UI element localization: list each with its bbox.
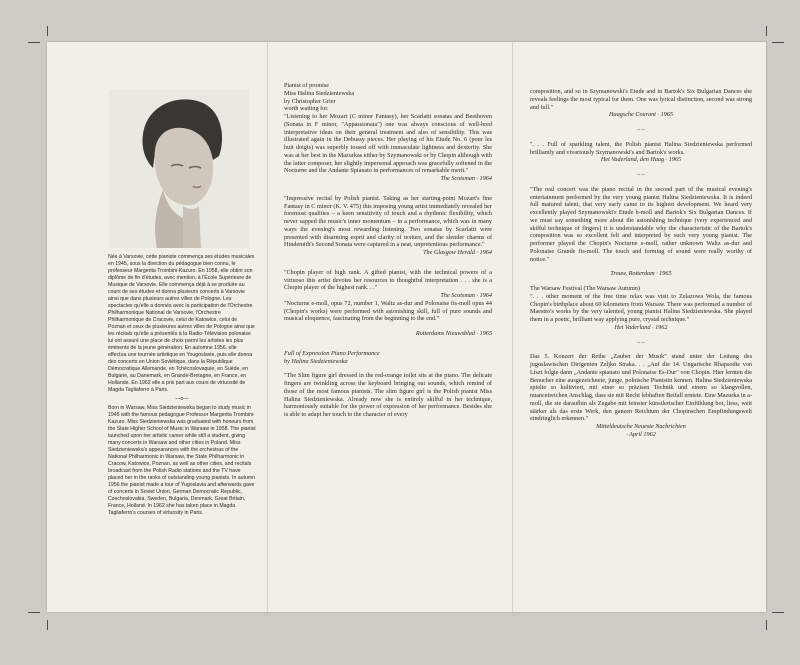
review-quote: "The real concert was the piano recital in the second part of the musical evening's entertainment performed by the very young pianist Halina Siedzieniewska. It is indeed full matured talent, that very early came to its highest development. We heard very excellently played Szymanowski's Etude b-moll and Bartok's Six Bulgarian Dances. If we must say something more about the astonishing technique (very experienced and skilful technique of fingers) it is understandable why the characteristic of the Bartok's composition was so excellent felt and interpreted by such very young pianist. The performer played the Chopin's Nocturne e-moll, rather unknown Waltz as-dur and Polonaise Grande fis-moll. The touch and forming of sound were really worthy of notice.": [530, 185, 752, 263]
portrait-photo: [109, 90, 249, 248]
bio-divider: —o—: [175, 396, 189, 402]
review-date: · April 1962: [626, 430, 656, 438]
bio-english: Born in Warsaw, Miss Siedzieniewska began to study music in 1945 with the famous pedagogue Professor Margerita Trombini-Kazuro. Miss Siedzieniewska was graduated with honours from the State Higher School of Music in Warsaw in 1958. The pianist launched upon her artistic career while still a student, giving many concerts in Warsaw and other cities in Poland. Miss Siedzieniewska's appearances with the orchestras of the National Philharmonic in Warsaw, the State Philharmonic in Cracow, Katowice, Poznan, as well as other cities, and recitals broadcast from the Polish Radio stations and the TV have placed her in the ranks of outstanding young pianists. In autumn 1956 the pianist made a tour of Yugoslavia and afterwards gave of concerts in Soviet Union, German Democratic Republic, Czechoslovakia, Sweden, Bulgaria, Denmark, Great Britain, France, Holland. In 1962 she has taken place in Magda Tagliaferro's courses of virtuosity in Paris.: [108, 405, 256, 516]
review-heading: The Warsaw Festival (The Warsaw Autumn): [530, 285, 640, 292]
review-quote: ". . . Full of sparkling talent, the Polish pianist Halina Siedzieniewska performed brilliantly and vivariously Szymanowski's and Bartok's works.: [530, 140, 752, 156]
crop-mark: [766, 26, 767, 36]
review-heading: Pianist of promise Miss Halina Siedzieniewska by Christopher Grier worth waiting for.: [284, 82, 355, 113]
review-source: The Glasgow Herald · 1964: [423, 249, 492, 256]
crop-mark: [47, 26, 48, 36]
review-heading: Full of Expression Piano Performance by Halina Siedzieniewska: [284, 349, 380, 365]
portrait-photo-icon: [109, 90, 249, 248]
review-quote: Das 5. Konzert der Reihe „Zauber der Musik" stand unter der Leitung des jugoslawischen Dirigenten Zeljko Straka. . . „Auf die 14. Ungarische Rhapsodie von Liszt folgte dann „Andante spianato und Polonaise Es-Dur" von Chopin. Hier lernten die Benucher eine ausgezeichnete, junge, polnische Pianistin kennen. Halina Siedzieniewska spielte so kultiviert, mit einer so präzisen Technik und einem so klangvollen, nuanceireichen Anschlag, dass sie mit Recht lebhaften Beifall erntete. Eine Mazurka in a-moll, die sie daraufhin als Zugabe mit feinster künstlerischer Einfühlung bot, liess, weit stärker als das erste Werk, den ganzen Reichtum der Chopinschen Empfindungswelt eindringlich erkennen.": [530, 353, 752, 423]
review-quote: ". . . other moment of the free time relax was visit to Zelazowa Wola, the famous Chopin's birthplace about 60 kilometers from Warsaw. There was performed a number of Maestro's works by the very talented, young pianist Halina Siedzieniewska. She played them in a poetic, brilliant way applying pure, crystal technique.": [530, 292, 752, 323]
leaflet-page: [47, 42, 766, 612]
review-quote: "Chopin player of high rank. A gifted pianist, with the technical powers of a virtuoso this artist devotes her resources to thoughtful interpretation . . . she is a Chopin player of the highest rank. . .": [284, 268, 492, 292]
review-source: Haagsche Courant · 1965: [609, 111, 673, 119]
crop-mark: [766, 620, 767, 630]
biography-text: [108, 254, 256, 517]
crop-mark: [28, 42, 40, 43]
crop-mark: [772, 612, 784, 613]
reviews-text-2: [530, 88, 752, 439]
review-source: Het Vaderland, den Haag · 1965: [600, 156, 682, 164]
review-quote: "The Slim figure girl dressed in the red-orange toilet sits at the piano. The delicate fingers are twinkling across the keyboard bringing out sounds, which remind of those of the most famous pianists. The slim figure girl is the Polish pianist Miss Halina Siedzieniewska. Already now she is entirely skilful in her technique, harmoniously suitable for the power of expression of her performance. Besides she is able to adapt her touch to the character of every: [284, 372, 492, 418]
divider-dashes: – –: [637, 338, 645, 346]
review-source: Mitteldeutsche Neueste Nachrichten: [596, 423, 686, 430]
review-quote: composition, and so in Szymanowski's Etude and in Bartok's Six Bulgarian Dances she reveals feelings the most typical for them. One was lyrical distinction, second was strong and full.": [530, 88, 752, 111]
review-quote: "Listening to her Mozart (C minor Fantasy), her Scarlatti sonatas and Beethoven (Sonata in F minor, "Appassionata") one was always conscious of well-bred interpretative ideas on their general treatment and also of sensibility. This was illustrated again in the Debussy pieces. Her playing of his Etude No. 6 (pour les huit doigts) was superbly tossed off with immaculate lightness and dexterity. She was at her best in the Mazurkas either by Szymanowski or by Chopin although with the latter composer, her slightly impersonal approach was gracefully softened in the Nocturne and the Andante Spianato in performances of remarkable merit.": [284, 113, 492, 175]
review-source: Het Vaderland · 1962: [614, 323, 668, 331]
bio-french: Née à Varsovie, cette pianiste commença ses études musicales en 1945, sous la direction du pédagogue bien connu, le professeur Margerita Trombini-Kazuro. En 1958, elle obtint son diplôme de fin d'études, avec mention, à l'École Supérieure de Musique de Varsovie. Elle commença déjà à se produire au cours de ses études et donna plusieurs concerts à Varsovie ainsi que dans plusieurs autres villes de Pologne. Les spectacles qu'elle a donnés avec la participation de l'Orchestre Philharmonique National de Varsovie, l'Orchestre Philharmonique de Cracovie, celui de Katowice, celui de Poznan et ceux de plusieures autres villes de Pologne ainsi que les récitals qu'elle a présentés à la Radio-Télévision polonaise lui ont assuré une place de choix parmi les artistes les plus éminents de la jeune génération. En automne 1956, elle effectua une tournée artistique en Yougoslavie, puis elle donna des concerts en Union Soviétique, dans la République Démocratique Allemande, en Tchécoslovaquie, en Suède, en Bulgarie, au Danemark, en Grande-Bretagne, en France, en Hollande. En 1962 elle a pris part aux cours de virtuosité de Magda Tagliaferro à Paris.: [108, 254, 255, 393]
review-quote: "Impressive recital by Polish pianist. Taking as her starting-point Mozart's fine Fantasy in C minor (K. V. 475) this imposing young artist immediately revealed her foremost qualities – a keen sensitivity of touch and a rhythmic flexibility, which never sapped the music's inner momentum – in a performance, which was in many ways the evening's most rewarding listening. Two sonatas by Scarlatti were presented with disarming esprit and clarity of texture, and the slender charms of Hindemith's Second Sonata were captured in a neat, unpretentious performance.": [284, 194, 492, 249]
crop-mark: [28, 612, 40, 613]
divider-dashes: – –: [637, 171, 645, 178]
crop-mark: [47, 620, 48, 630]
reviews-text-1: [284, 82, 492, 419]
bio-column: [47, 42, 267, 612]
review-source: The Scotsman · 1964: [440, 292, 492, 299]
review-source: Trouw, Rotterdam · 1965: [610, 270, 672, 278]
review-source: Rotterdams Nieuwsblad · 1965: [415, 330, 492, 337]
divider-dashes: – –: [637, 126, 645, 133]
reviews-column-1: [267, 42, 512, 612]
crop-mark: [772, 42, 784, 43]
review-quote: "Nocturne e-moll, opus 72, number 1, Waltz as-dur and Polonaise fis-moll opus 44 (Chopin's works) were performed with astonishing skill, full of pure sounds and musical eloquence, fascinating from the beginning to the end.": [284, 299, 492, 323]
reviews-column-2: [512, 42, 766, 612]
review-source: The Scotsman · 1964: [440, 175, 492, 182]
